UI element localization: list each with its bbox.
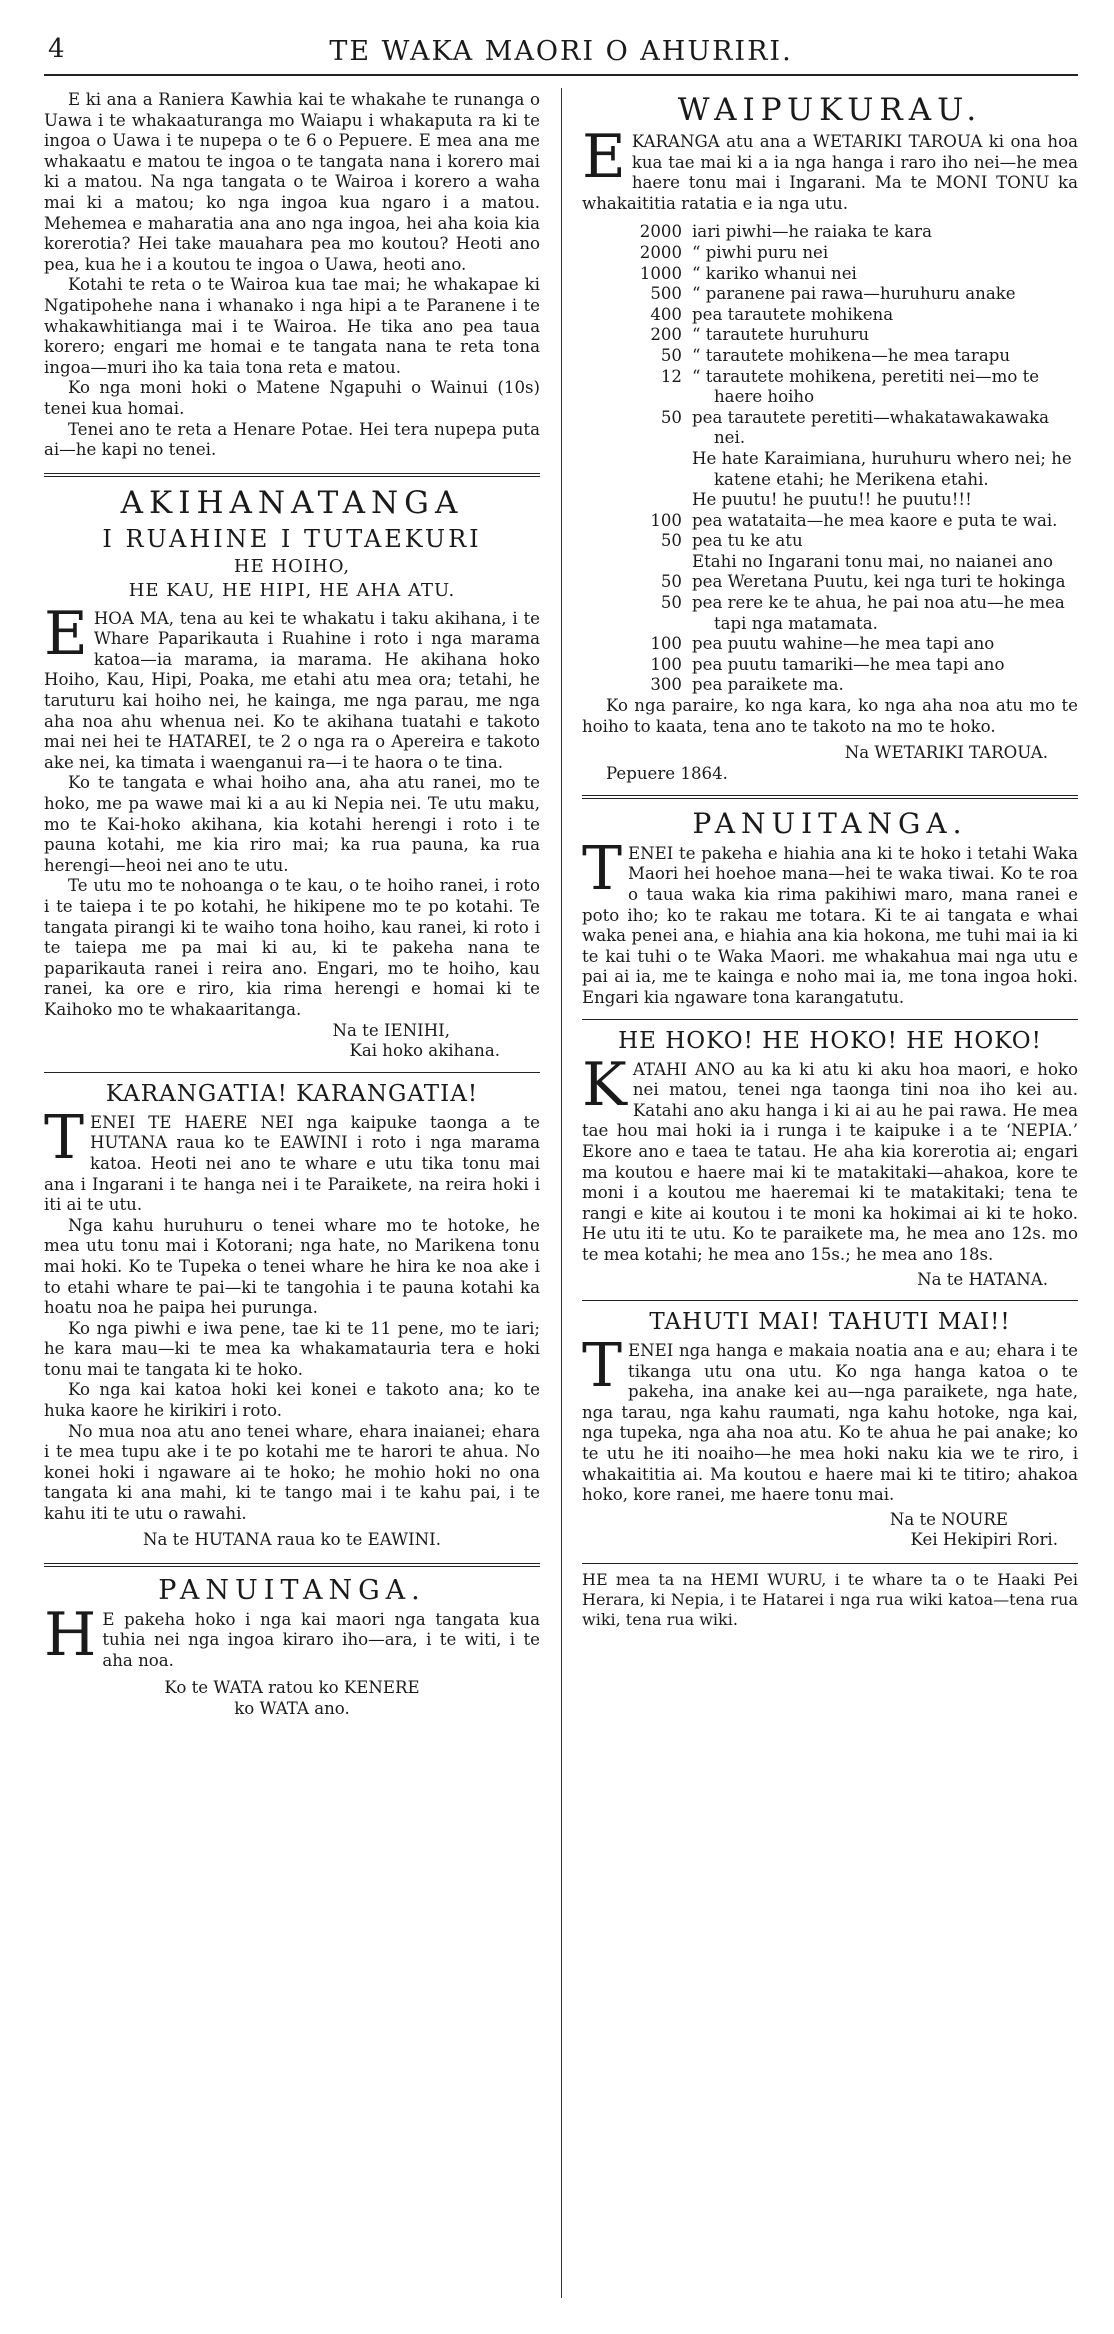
- paragraph-text: ATAHI ANO au ka ki atu ki aku hoa maori, e hoko nei matou, tenei nga taonga tini noa iho kei au. Katahi ano aku hanga i ki ai au he pai rawa. He mea tae hou mai hoki ia i runga i te kaipuke i a te ‘NEPIA.’ Ekore ano e taea te tatau. He aha kia korerotia ai; engari ma koutou e haere mai ki te matakitaki—ahakoa, kore te moni i a koutou me haeremai ki te matakitaki; tena te rangi e kite ai koutou i te moni ka hokimai ai ki te hoko. He utu iti te utu. Ko te paraikete ma, he mea ano 12s. mo te mea kotahi; he mea ano 15s.; he mea ano 18s.: [582, 1059, 1078, 1264]
- list-item: 400 pea tarautete mohikena: [650, 304, 894, 324]
- signature: Ko te WATA ratou ko KENERE: [164, 1678, 420, 1698]
- signature-address: Kei Hekipiri Rori.: [910, 1530, 1058, 1550]
- drop-cap: T: [582, 833, 623, 904]
- signature: Na te HUTANA raua ko te EAWINI.: [143, 1529, 441, 1549]
- drop-cap: E: [582, 122, 626, 192]
- paragraph: Ko nga moni hoki o Matene Ngapuhi o Wainui (10s) tenei kua homai.: [44, 378, 540, 418]
- page-number: 4: [48, 34, 65, 64]
- drop-cap: K: [582, 1049, 627, 1120]
- paragraph-text: ENEI te pakeha e hiahia ana ki te hoko i tetahi Waka Maori hei hoehoe mana—hei te waka tiwai. Ko te roa o taua waka kia rima pakihiwi maro, mana ranei e poto iho; ko te rakau me totara. Ki te ai tangata e whai waka penei ana, e hiahia ana kia hokona, me tuhi mai ia ki te kai tuhi o te Waka Maori. me whakahua mai nga utu e pai ai ia, me te kainga e noho mai ia, me tona ingoa hoki. Engari kia ngaware tona karangatutu.: [582, 843, 1078, 1007]
- paragraph: [44, 1599, 540, 1672]
- paragraph: [582, 122, 1078, 214]
- list-item: 12 “ tarautete mohikena, peretiti nei—mo te haere hoiho: [660, 366, 1040, 407]
- signature: Na WETARIKI TAROUA.: [844, 743, 1048, 763]
- list-item: Etahi no Ingarani tonu mai, no naianei ano: [692, 551, 1053, 571]
- paragraph: Kotahi te reta o te Wairoa kua tae mai; he whakapae ki Ngatipohehe nana i whanako i nga hipi a te Paranene i te whakawhitianga mai i te Wairoa. He tika ano pea taua korero; engari me homai e te tangata nana te reta tona ingoa—muri iho ka taia tona reta e matou.: [44, 275, 540, 377]
- paragraph: Ko nga kai katoa hoki kei konei e takoto ana; ko te huka kaore he kirikiri i roto.: [44, 1380, 540, 1421]
- imprint: [582, 1563, 1078, 1630]
- list-item: 1000 “ kariko whanui nei: [639, 263, 857, 283]
- ad-heading: PANUITANGA.: [692, 806, 968, 840]
- list-item: 100 pea puutu tamariki—he mea tapi ano: [650, 654, 1005, 674]
- ad-heading: AKIHANATANGA: [120, 484, 464, 521]
- imprint-text: HE mea ta na HEMI WURU, i te whare ta o te Haaki Pei Herara, ki Nepia, i te Hatarei i nga rua wiki katoa—tena rua wiki, tena rua wiki.: [582, 1570, 1078, 1630]
- left-column: [44, 84, 540, 2298]
- column-rule: [561, 88, 562, 2298]
- divider: [582, 1019, 1078, 1020]
- paragraph-text: ENEI nga hanga e makaia noatia ana e au; ehara i te tikanga utu ona utu. Ko nga hanga katoa o te pakeha, ina anake kei au—nga paraikete, nga hate, nga tarau, nga kahu raumati, nga kahu hotoke, nga kai, nga tupeka, nga aha noa atu. Ko te ahua he pai anake; ko te utu he iti noaiho—he mea hoki naku kia we te riro, i whakaititia ai. Ma koutou e haere mai ki te titiro; ahakoa hoko, kore ranei, me haere tonu mai.: [582, 1341, 1078, 1505]
- columns: [44, 84, 1078, 2298]
- divider: [582, 795, 1078, 799]
- drop-cap: H: [44, 1599, 97, 1670]
- ad-heading: KARANGATIA! KARANGATIA!: [105, 1080, 479, 1107]
- list-item: 2000 “ piwhi puru nei: [639, 242, 829, 262]
- paragraph: [582, 1331, 1078, 1506]
- paragraph: Te utu mo te nohoanga o te kau, o te hoiho ranei, i roto i te taiepa i te po kotahi, he hikipene mo te po kotahi. Te tangata pirangi ki te waiho tona hoiho, kau ranei, ki roto i te taiepa me pa mai ki au, ki te pakeha nana te paparikauta ranei i reira ano. Engari, mo te hoiho, kau ranei, ka ore e riro, kia rima herengi e homai ki te Kaihoko mo te whakaaritanga.: [44, 876, 540, 1019]
- paragraph: [582, 833, 1078, 1009]
- panuitanga-ad: [582, 807, 1078, 1009]
- signature: Na te NOURE: [889, 1509, 1008, 1529]
- paragraph: Ko nga piwhi e iwa pene, tae ki te 11 pene, mo te iari; he kara mau—ki te mea ka whakamatauria tera e hoki tonu mai te tangata ki te hoko.: [44, 1318, 540, 1379]
- list-item: 100 pea watataita—he mea kaore e puta te wai.: [650, 510, 1058, 530]
- paragraph: [44, 598, 540, 774]
- paragraph: Tenei ano te reta a Henare Potae. Hei tera nupepa puta ai—he kapi no tenei.: [44, 419, 540, 460]
- signature: Na te HATANA.: [917, 1269, 1048, 1289]
- paragraph: Nga kahu huruhuru o tenei whare mo te hotoke, he mea utu tonu mai i Kotorani; nga hate, no Marikena tonu mai hoki. Ko te Tupeka o tenei whare he hira ke noa ake i to etahi whare te pai—ki te tangohia i te pauna kotahi ka hoatu noa he paipa hei purunga.: [44, 1215, 540, 1318]
- hehoko-ad: [582, 1028, 1078, 1291]
- karangatia-ad: [44, 1081, 540, 1551]
- list-item: 50 pea tarautete peretiti—whakatawakawaka nei.: [660, 407, 1050, 448]
- date: Pepuere 1864.: [606, 763, 728, 783]
- paragraph: No mua noa atu ano tenei whare, ehara inaianei; ehara i te mea tupu ake i te po kotahi me te harori te ahua. No konei hoki i ngaware ai te hoko; he mohio hoki no ona tangata ki ana mahi, ki te tango mai i te kahu pai, i te kahu iti te utu o rawahi.: [44, 1421, 540, 1524]
- panuitanga-small-ad: [44, 1575, 540, 1720]
- signature: Na te IENIHI,: [332, 1020, 450, 1040]
- divider: [44, 473, 540, 477]
- goods-list: [582, 222, 1078, 696]
- akihanatanga-ad: [44, 485, 540, 1062]
- paragraph: [44, 1102, 540, 1216]
- ad-subheading: I RUAHINE I TUTAEKURI: [102, 524, 482, 553]
- signature-title: Kai hoko akihana.: [349, 1041, 500, 1061]
- list-item: 2000 iari piwhi—he raiaka te kara: [639, 222, 933, 242]
- list-item: 300 pea paraikete ma.: [650, 675, 844, 695]
- right-column: [582, 84, 1078, 2298]
- tahuti-ad: [582, 1309, 1078, 1551]
- drop-cap: T: [44, 1102, 85, 1173]
- list-item: 500 “ paranene pai rawa—huruhuru anake: [650, 284, 1016, 304]
- editorial-notes: [44, 90, 540, 461]
- list-item: 100 pea puutu wahine—he mea tapi ano: [650, 634, 995, 654]
- paragraph: Ko te tangata e whai hoiho ana, aha atu ranei, mo te hoko, me pa wawe mai ki a au ki Nepia nei. Te utu maku, mo te Kai-hoko akihana, kia kotahi herengi i roto i te pauna kotahi, me kia riro mai; ka rua pauna, ka rua herengi—heoi nei ano te utu.: [44, 773, 540, 875]
- waipukurau-ad: [582, 92, 1078, 783]
- paragraph: [582, 1049, 1078, 1266]
- paragraph-text: HOA MA, tena au kei te whakatu i taku akihana, i te Whare Paparikauta i Ruahine i roto i nga marama katoa—ia marama, ia marama. He akihana hoko Hoiho, Kau, Hipi, Poaka, me etahi atu mea ora; tetahi, he taruturu kai hoiho nei, he kainga, me nga parau, me nga aha noa ahu whenua nei. Ko te akihana tuatahi e takoto mai nei hei te HATAREI, te 2 o nga ra o Apereira e takoto ake nei, ka timata i waenganui ra—i te haora o te tina.: [44, 608, 540, 772]
- list-item: 50 pea tu ke atu: [660, 531, 803, 551]
- signature: ko WATA ano.: [234, 1699, 350, 1719]
- ad-heading: PANUITANGA.: [158, 1574, 426, 1606]
- paragraph-text: ENEI TE HAERE NEI nga kaipuke taonga a te HUTANA raua ko te EAWINI i roto i nga marama katoa. Heoti nei ano te whare e utu tika tonu mai ana i Ingarani i te hanga nei i te Paraikete, na reira hoki i iti ai te utu.: [44, 1112, 540, 1215]
- ad-line: HE HOIHO,: [233, 555, 351, 577]
- ad-line: HE KAU, HE HIPI, HE AHA ATU.: [128, 579, 456, 601]
- list-item: 50 “ tarautete mohikena—he mea tarapu: [660, 345, 1011, 365]
- list-item: 50 pea rere ke te ahua, he pai noa atu—he mea tapi nga matamata.: [660, 593, 1065, 633]
- list-item: 50 pea Weretana Puutu, kei nga turi te hokinga: [660, 572, 1066, 592]
- paragraph-text: E pakeha hoko i nga kai maori nga tangata kua tuhia nei nga ingoa kiraro iho—ara, i te witi, i te aha noa.: [102, 1609, 540, 1670]
- newspaper-title: TE WAKA MAORI O AHURIRI.: [329, 36, 793, 67]
- divider: [44, 1072, 540, 1073]
- drop-cap: E: [44, 598, 88, 669]
- drop-cap: T: [582, 1331, 623, 1402]
- list-item: 200 “ tarautete huruhuru: [650, 325, 870, 345]
- ad-heading: TAHUTI MAI! TAHUTI MAI!!: [649, 1309, 1011, 1336]
- paragraph-text: KARANGA atu ana a WETARIKI TAROUA ki ona hoa kua tae mai ki a ia nga hanga i raro iho nei—he mea haere tonu mai i Ingarani. Ma te MONI TONU ka whakaititia ratatia e ia nga utu.: [582, 132, 1078, 213]
- paragraph: Ko nga paraire, ko nga kara, ko nga aha noa atu mo te hoiho to kaata, tena ano te takoto na mo te hoko.: [582, 696, 1078, 736]
- list-item: He puutu! he puutu!! he puutu!!!: [692, 490, 972, 510]
- ad-heading: HE HOKO! HE HOKO! HE HOKO!: [618, 1027, 1042, 1054]
- paragraph: E ki ana a Raniera Kawhia kai te whakahe te runanga o Uawa i te whakaaturanga mo Waiapu i whakaputa ra ki te ingoa o Uawa i te nupepa o te 6 o Pepuere. E mea ana me whakaatu e matou te ingoa o te tangata nana i korero mai ki a matou. Na nga tangata o te Wairoa i korero a waha mai ki a matou; ko nga ingoa kua ngaro i a matou. Mehemea e maharatia ana ano nga ingoa, hei aha koia kia korerotia? Hei take mauahara pea mo koutou? Heoti ano pea, kua he i a koutou te ingoa o Uawa, heoti ano.: [44, 90, 540, 274]
- ad-heading: WAIPUKURAU.: [677, 92, 983, 128]
- masthead: [44, 22, 1078, 76]
- list-item: He hate Karaimiana, huruhuru whero nei; he katene etahi; he Merikena etahi.: [692, 448, 1072, 489]
- divider: [582, 1300, 1078, 1301]
- divider: [44, 1563, 540, 1567]
